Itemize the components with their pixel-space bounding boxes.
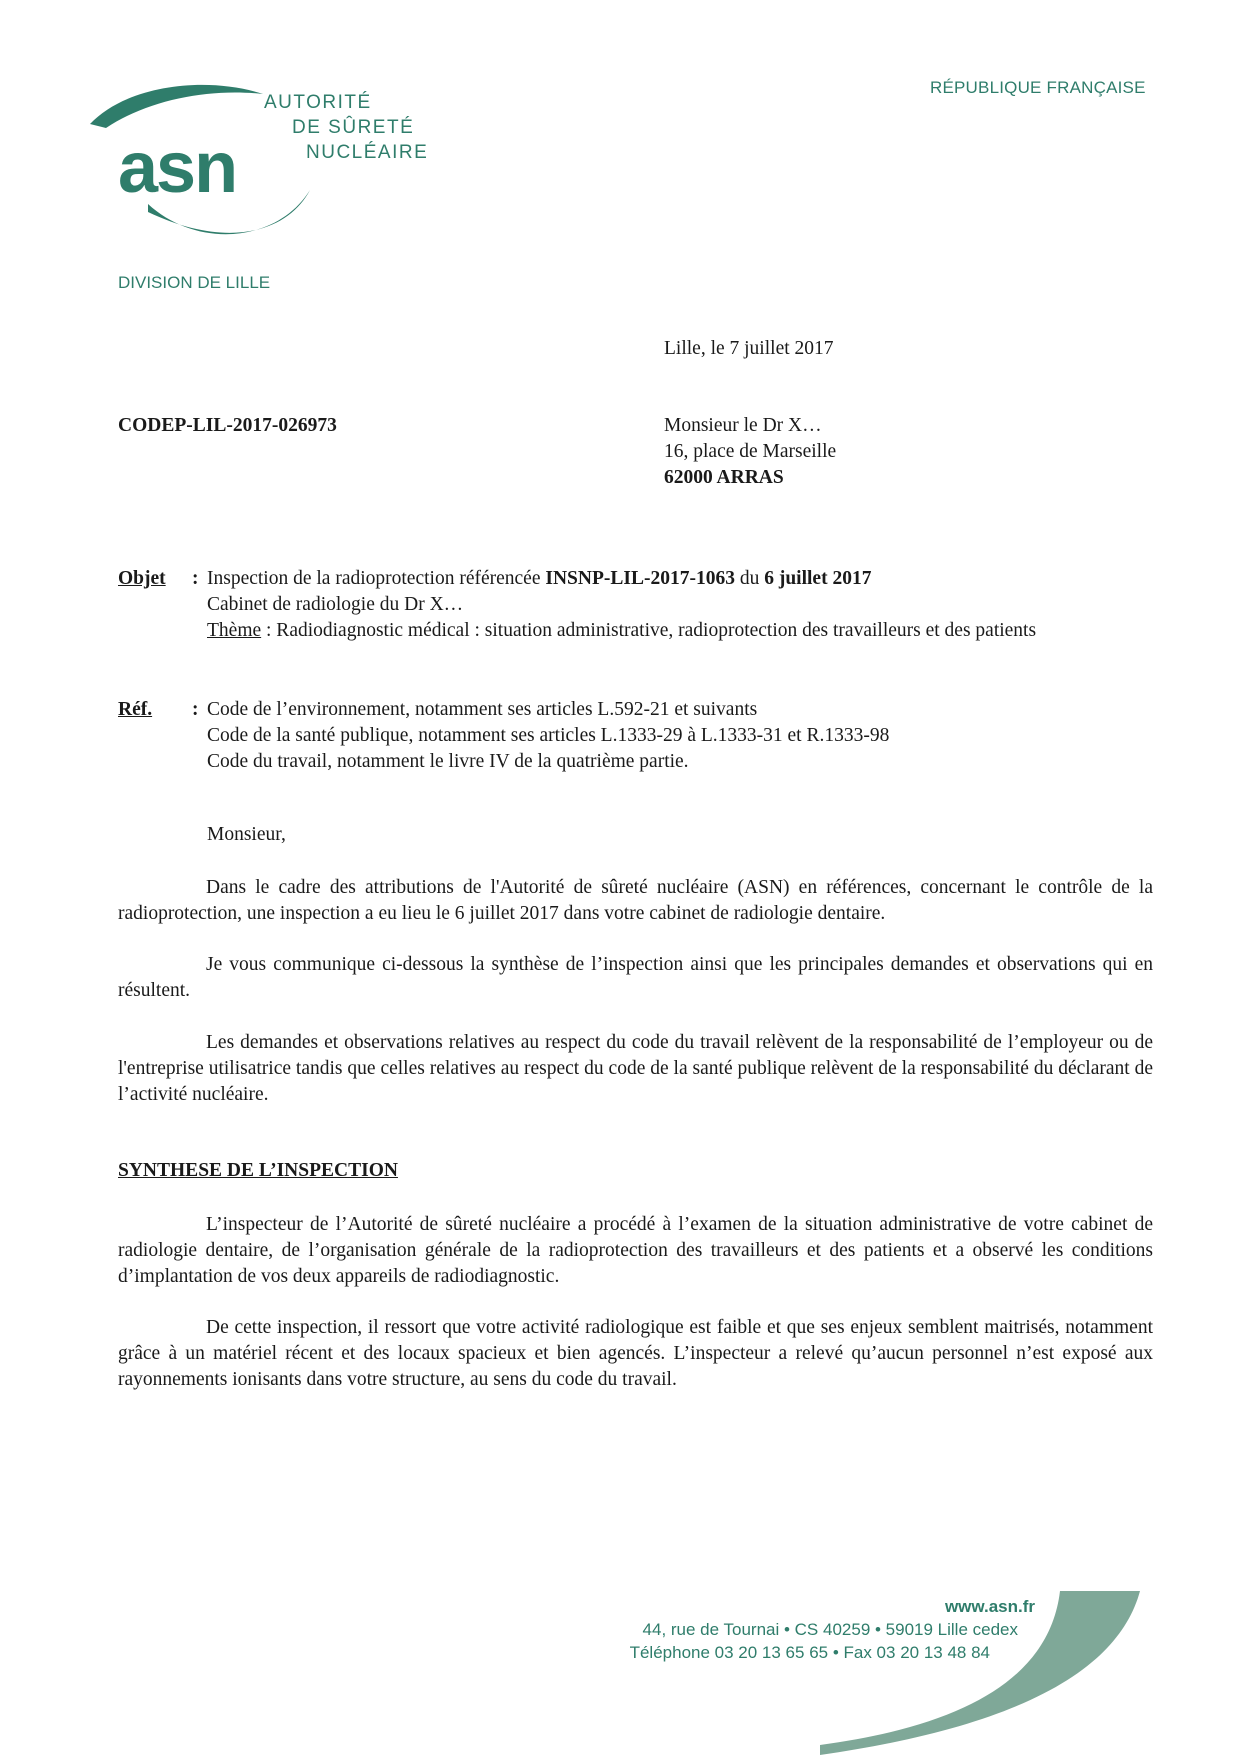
paragraph-5: De cette inspection, il ressort que votre activité radiologique est faible et que ses enjeux semblent maitrisés, notamment grâce à un matériel récent et des locaux spacieux et bien agencés. L’inspecteur a relevé qu’aucun personnel n’est exposé aux rayonnements ionisants dans votre structure, au sens du code du travail. [118,1317,1153,1390]
recipient-address [664,413,836,491]
recipient-street: 16, place de Marseille [664,441,837,462]
codep-reference: CODEP-LIL-2017-026973 [118,415,337,436]
republique-francaise-label: RÉPUBLIQUE FRANÇAISE [930,78,1146,97]
logo-line-3: NUCLÉAIRE [306,142,428,163]
objet-colon: : [192,568,199,589]
objet-body [207,566,1123,644]
theme-label: Thème [207,620,262,641]
inspection-date: 6 juillet 2017 [764,568,872,589]
ref-label: Réf. [118,699,153,720]
footer-address: 44, rue de Tournai • CS 40259 • 59019 Lille cedex [642,1620,1018,1639]
paragraph-3: Les demandes et observations relatives au respect du code du travail relèvent de la responsabilité de l’employeur ou de l'entreprise utilisatrice tandis que celles relatives au respect du code de la santé publique relèvent de la responsabilité du déclarant de l’activité nucléaire. [118,1032,1153,1105]
theme-text: : Radiodiagnostic médical : situation administrative, radioprotection des travailleurs et des patients [261,620,1037,641]
ref-line-3: Code du travail, notamment le livre IV de la quatrième partie. [207,751,689,772]
division-label: DIVISION DE LILLE [118,273,271,292]
ref-line-1: Code de l’environnement, notamment ses articles L.592-21 et suivants [207,699,758,720]
objet-text: Inspection de la radioprotection référencée [207,568,546,589]
logo-line-1: AUTORITÉ [264,92,372,113]
objet-line-2: Cabinet de radiologie du Dr X… [207,594,464,615]
paragraph-2: Je vous communique ci-dessous la synthèse de l’inspection ainsi que les principales demandes et observations qui en résultent. [118,954,1153,1001]
objet-theme [207,618,1123,644]
ref-body [207,697,1123,775]
recipient-city: 62000 ARRAS [664,467,784,488]
logo-mark-text: asn [118,128,237,208]
footer-website[interactable]: www.asn.fr [944,1597,1035,1616]
objet-line-1 [207,566,1123,592]
logo-line-2: DE SÛRETÉ [292,117,415,138]
recipient-name: Monsieur le Dr X… [664,415,822,436]
letter-date: Lille, le 7 juillet 2017 [664,338,834,359]
asn-logo [88,82,428,257]
objet-connector: du [734,568,765,589]
paragraph-1: Dans le cadre des attributions de l'Autorité de sûreté nucléaire (ASN) en références, concernant le contrôle de la radioprotection, une inspection a eu lieu le 6 juillet 2017 dans votre cabinet de radiologie dentaire. [118,877,1153,924]
paragraph-4: L’inspecteur de l’Autorité de sûreté nucléaire a procédé à l’examen de la situation administrative de votre cabinet de radiologie dentaire, de l’organisation générale de la radioprotection des travailleurs et des patients et a observé les conditions d’implantation de vos deux appareils de radiodiagnostic. [118,1214,1153,1287]
logo-swoosh-top [90,85,263,128]
footer-phone: Téléphone 03 20 13 65 65 • Fax 03 20 13 48 84 [629,1643,990,1662]
synthese-heading: SYNTHESE DE L’INSPECTION [118,1160,398,1181]
inspection-reference: INSNP-LIL-2017-1063 [545,568,735,589]
asn-logo-graphic [88,82,428,257]
ref-colon: : [192,699,199,720]
salutation: Monsieur, [207,824,286,845]
ref-line-2: Code de la santé publique, notamment ses articles L.1333-29 à L.1333-31 et R.1333-98 [207,725,890,746]
objet-label: Objet [118,568,166,589]
